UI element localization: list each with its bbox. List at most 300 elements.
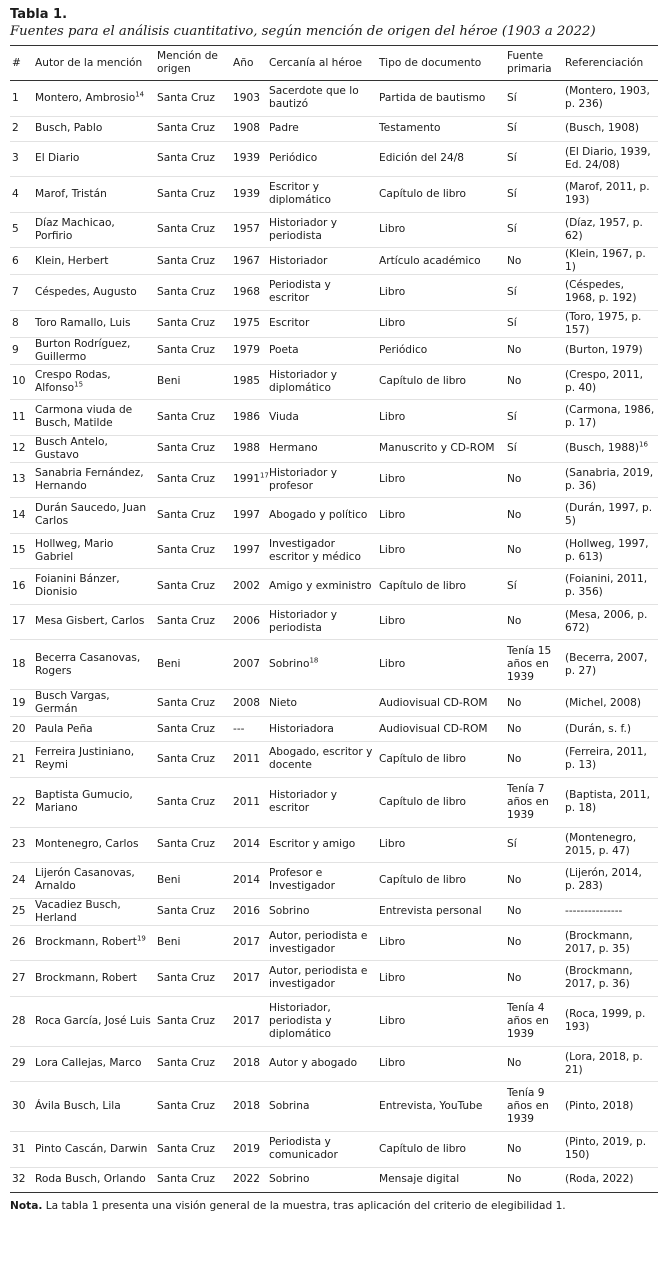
cell-anio-text: 2014 xyxy=(233,873,260,886)
cell-autor-text: Crespo Rodas, Alfonso xyxy=(35,368,111,394)
cell-cercania xyxy=(266,863,376,899)
cell-origen-text: Santa Cruz xyxy=(157,187,215,200)
cell-autor-text: Paula Peña xyxy=(35,722,93,735)
cell-cercania-text: Sacerdote que lo bautizó xyxy=(269,85,359,111)
cell-fuente-text: Tenía 7 años en 1939 xyxy=(507,782,549,821)
cell-fuente xyxy=(504,212,562,248)
cell-num-text: 26 xyxy=(12,936,26,949)
cell-cercania-text: Autor y abogado xyxy=(269,1057,358,1070)
cell-tipo-text: Mensaje digital xyxy=(379,1173,460,1185)
cell-autor-text: Montenegro, Carlos xyxy=(35,838,139,851)
table-row xyxy=(10,533,658,569)
cell-ref xyxy=(562,337,658,364)
header-tipo: Tipo de documento xyxy=(379,56,482,69)
cell-tipo xyxy=(376,275,504,311)
cell-ref xyxy=(562,961,658,997)
footnote-marker: 15 xyxy=(74,380,84,389)
cell-ref xyxy=(562,1132,658,1168)
cell-tipo-text: Libro xyxy=(379,317,406,329)
cell-autor-text: Klein, Herbert xyxy=(35,254,109,267)
cell-tipo xyxy=(376,498,504,534)
cell-autor xyxy=(32,462,154,498)
cell-fuente xyxy=(504,310,562,337)
cell-fuente xyxy=(504,1046,562,1082)
cell-anio-text: 1908 xyxy=(233,122,260,134)
table-row xyxy=(10,1046,658,1082)
cell-num xyxy=(10,141,32,177)
table-row xyxy=(10,569,658,605)
cell-anio xyxy=(230,435,266,462)
cell-cercania-text: Sobrina xyxy=(269,1100,310,1112)
cell-cercania xyxy=(266,275,376,311)
table-note xyxy=(10,1199,658,1213)
cell-fuente xyxy=(504,81,562,117)
cell-fuente-text: No xyxy=(507,473,522,486)
cell-anio-text: 2011 xyxy=(233,795,260,808)
cell-autor-text: Lijerón Casanovas, Arnaldo xyxy=(35,867,135,893)
cell-autor xyxy=(32,996,154,1046)
cell-origen-text: Santa Cruz xyxy=(157,1057,215,1070)
cell-tipo-text: Testamento xyxy=(379,122,441,134)
cell-anio xyxy=(230,690,266,717)
table-row xyxy=(10,925,658,961)
cell-autor xyxy=(32,310,154,337)
cell-ref-text: (Céspedes, 1968, p. 192) xyxy=(565,279,637,305)
cell-anio-text: 2008 xyxy=(233,696,260,709)
cell-autor-text: Ferreira Justiniano, Reymi xyxy=(35,746,135,772)
cell-anio xyxy=(230,569,266,605)
table-body xyxy=(10,81,658,1193)
table-title: Fuentes para el análisis cuantitativo, según mención de origen del héroe (1903 a 2022) xyxy=(10,24,596,39)
cell-tipo xyxy=(376,462,504,498)
cell-cercania xyxy=(266,827,376,863)
cell-fuente xyxy=(504,569,562,605)
cell-anio-text: 1975 xyxy=(233,317,260,329)
cell-anio xyxy=(230,1132,266,1168)
cell-ref xyxy=(562,717,658,742)
cell-origen xyxy=(154,640,230,690)
cell-ref-text: (Lora, 2018, p. 21) xyxy=(565,1050,643,1076)
cell-cercania-text: Historiador y profesor xyxy=(269,466,338,492)
cell-ref xyxy=(562,898,658,925)
cell-tipo-text: Libro xyxy=(379,971,406,984)
cell-cercania-text: Historiadora xyxy=(269,722,334,735)
cell-fuente xyxy=(504,604,562,640)
header-ref: Referenciación xyxy=(565,56,644,69)
cell-ref xyxy=(562,364,658,400)
cell-autor xyxy=(32,717,154,742)
cell-cercania-text: Escritor y amigo xyxy=(269,838,356,851)
cell-autor xyxy=(32,1082,154,1132)
cell-tipo xyxy=(376,400,504,436)
cell-anio-text: 1988 xyxy=(233,442,260,454)
cell-num-text: 14 xyxy=(12,508,26,521)
cell-anio-text: 2016 xyxy=(233,905,260,917)
table-row xyxy=(10,177,658,213)
cell-autor xyxy=(32,533,154,569)
cell-autor xyxy=(32,690,154,717)
cell-autor xyxy=(32,116,154,141)
cell-cercania-text: Hermano xyxy=(269,442,318,454)
cell-fuente-text: No xyxy=(507,722,522,735)
cell-fuente xyxy=(504,337,562,364)
cell-anio xyxy=(230,337,266,364)
cell-num-text: 12 xyxy=(12,442,26,454)
cell-origen xyxy=(154,275,230,311)
cell-num xyxy=(10,116,32,141)
cell-fuente xyxy=(504,640,562,690)
cell-anio xyxy=(230,717,266,742)
cell-tipo-text: Libro xyxy=(379,473,406,486)
cell-anio xyxy=(230,827,266,863)
cell-fuente xyxy=(504,1082,562,1132)
cell-autor xyxy=(32,141,154,177)
cell-ref-text: (Klein, 1967, p. 1) xyxy=(565,248,646,273)
sources-table xyxy=(10,45,658,1193)
cell-tipo-text: Capítulo de libro xyxy=(379,873,467,886)
cell-anio-text: 2007 xyxy=(233,658,260,670)
cell-autor xyxy=(32,337,154,364)
cell-cercania xyxy=(266,569,376,605)
cell-autor-text: Hollweg, Mario Gabriel xyxy=(35,537,114,563)
cell-num-text: 23 xyxy=(12,838,26,851)
cell-num xyxy=(10,961,32,997)
cell-ref xyxy=(562,275,658,311)
cell-ref-text: (Toro, 1975, p. 157) xyxy=(565,310,642,336)
cell-fuente-text: Sí xyxy=(507,187,517,200)
cell-tipo-text: Capítulo de libro xyxy=(379,187,467,200)
cell-anio xyxy=(230,364,266,400)
cell-anio xyxy=(230,248,266,275)
cell-cercania-text: Autor, periodista e investigador xyxy=(269,929,368,955)
cell-tipo xyxy=(376,141,504,177)
cell-autor-text: El Diario xyxy=(35,152,80,165)
cell-origen-text: Santa Cruz xyxy=(157,615,215,628)
table-row xyxy=(10,777,658,827)
cell-anio-text: 2017 xyxy=(233,1014,260,1027)
table-row xyxy=(10,640,658,690)
table-row xyxy=(10,1167,658,1192)
cell-autor xyxy=(32,1132,154,1168)
cell-fuente xyxy=(504,116,562,141)
cell-cercania xyxy=(266,1132,376,1168)
cell-tipo-text: Libro xyxy=(379,544,406,557)
cell-fuente-text: No xyxy=(507,873,522,886)
cell-ref xyxy=(562,310,658,337)
cell-tipo xyxy=(376,827,504,863)
cell-cercania xyxy=(266,177,376,213)
header-origen: Mención de origen xyxy=(157,50,218,75)
cell-origen xyxy=(154,141,230,177)
cell-ref-text: (Montero, 1903, p. 236) xyxy=(565,85,650,111)
cell-fuente-text: No xyxy=(507,344,522,356)
cell-anio-text: 2011 xyxy=(233,752,260,765)
cell-cercania xyxy=(266,690,376,717)
cell-ref xyxy=(562,533,658,569)
cell-tipo xyxy=(376,640,504,690)
cell-tipo-text: Capítulo de libro xyxy=(379,1142,467,1155)
cell-num xyxy=(10,996,32,1046)
footnote-marker: 14 xyxy=(135,90,145,99)
cell-num-text: 27 xyxy=(12,971,26,984)
cell-origen xyxy=(154,498,230,534)
cell-num-text: 18 xyxy=(12,658,26,670)
cell-ref xyxy=(562,400,658,436)
cell-fuente xyxy=(504,925,562,961)
cell-ref-text: (Burton, 1979) xyxy=(565,344,643,356)
cell-ref-text: (Brockmann, 2017, p. 35) xyxy=(565,929,633,955)
cell-origen xyxy=(154,435,230,462)
table-row xyxy=(10,212,658,248)
cell-autor-text: Brockmann, Robert xyxy=(35,971,137,984)
cell-cercania-text: Periódico xyxy=(269,152,318,165)
cell-anio xyxy=(230,742,266,778)
cell-cercania-text: Escritor xyxy=(269,317,310,329)
cell-anio xyxy=(230,498,266,534)
cell-cercania xyxy=(266,898,376,925)
cell-ref-text: (Hollweg, 1997, p. 613) xyxy=(565,537,649,563)
cell-cercania xyxy=(266,1082,376,1132)
cell-fuente xyxy=(504,717,562,742)
cell-anio xyxy=(230,1167,266,1192)
cell-cercania-text: Profesor e Investigador xyxy=(269,867,336,893)
cell-ref-text: (Sanabria, 2019, p. 36) xyxy=(565,466,654,492)
cell-ref xyxy=(562,141,658,177)
cell-num-text: 10 xyxy=(12,375,26,388)
cell-cercania xyxy=(266,400,376,436)
cell-tipo-text: Entrevista, YouTube xyxy=(379,1100,483,1112)
cell-fuente xyxy=(504,863,562,899)
cell-fuente-text: Sí xyxy=(507,838,517,851)
cell-tipo xyxy=(376,81,504,117)
cell-autor-text: Brockmann, Robert xyxy=(35,936,137,949)
cell-anio-text: 2022 xyxy=(233,1173,260,1185)
cell-autor xyxy=(32,1167,154,1192)
cell-origen-text: Santa Cruz xyxy=(157,152,215,165)
cell-tipo xyxy=(376,1046,504,1082)
cell-origen xyxy=(154,533,230,569)
cell-num xyxy=(10,569,32,605)
cell-ref-text: (Carmona, 1986, p. 17) xyxy=(565,404,655,430)
cell-num xyxy=(10,925,32,961)
cell-ref-text: --------------- xyxy=(565,905,623,917)
cell-fuente-text: Tenía 9 años en 1939 xyxy=(507,1087,549,1125)
cell-num-text: 2 xyxy=(12,122,19,134)
cell-ref xyxy=(562,742,658,778)
cell-ref xyxy=(562,116,658,141)
cell-origen xyxy=(154,81,230,117)
cell-tipo-text: Partida de bautismo xyxy=(379,91,486,104)
cell-fuente-text: No xyxy=(507,752,522,765)
cell-ref-text: (Roca, 1999, p. 193) xyxy=(565,1008,646,1033)
cell-cercania-text: Periodista y comunicador xyxy=(269,1136,338,1162)
cell-ref xyxy=(562,925,658,961)
cell-cercania-text: Nieto xyxy=(269,696,298,709)
cell-num xyxy=(10,310,32,337)
cell-ref-text: (Díaz, 1957, p. 62) xyxy=(565,216,643,242)
cell-origen-text: Santa Cruz xyxy=(157,508,215,521)
cell-num xyxy=(10,777,32,827)
cell-origen xyxy=(154,898,230,925)
cell-cercania-text: Sobrino xyxy=(269,905,310,917)
cell-origen-text: Santa Cruz xyxy=(157,544,215,557)
cell-origen-text: Santa Cruz xyxy=(157,91,215,104)
cell-fuente-text: No xyxy=(507,971,522,984)
cell-num xyxy=(10,827,32,863)
cell-tipo-text: Libro xyxy=(379,1014,406,1027)
cell-tipo xyxy=(376,1132,504,1168)
cell-num xyxy=(10,81,32,117)
cell-anio-text: 2017 xyxy=(233,971,260,984)
cell-origen xyxy=(154,1082,230,1132)
cell-origen xyxy=(154,177,230,213)
cell-num-text: 13 xyxy=(12,473,26,486)
cell-fuente-text: Sí xyxy=(507,152,517,165)
cell-fuente-text: No xyxy=(507,544,522,557)
cell-anio xyxy=(230,533,266,569)
cell-num xyxy=(10,1167,32,1192)
cell-tipo xyxy=(376,212,504,248)
cell-fuente xyxy=(504,533,562,569)
cell-cercania xyxy=(266,248,376,275)
cell-anio xyxy=(230,777,266,827)
cell-fuente-text: Sí xyxy=(507,579,517,592)
cell-origen xyxy=(154,1046,230,1082)
cell-num-text: 3 xyxy=(12,152,19,165)
note-label: Nota. xyxy=(10,1199,43,1212)
cell-cercania xyxy=(266,498,376,534)
cell-tipo-text: Capítulo de libro xyxy=(379,795,467,808)
cell-tipo xyxy=(376,364,504,400)
cell-origen-text: Santa Cruz xyxy=(157,122,215,134)
cell-origen-text: Santa Cruz xyxy=(157,905,215,917)
cell-cercania xyxy=(266,81,376,117)
cell-ref-text: (Marof, 2011, p. 193) xyxy=(565,181,650,207)
cell-ref xyxy=(562,569,658,605)
cell-cercania xyxy=(266,717,376,742)
cell-tipo xyxy=(376,961,504,997)
cell-anio-text: 1939 xyxy=(233,152,260,165)
cell-origen-text: Santa Cruz xyxy=(157,795,215,808)
cell-autor-text: Pinto Cascán, Darwin xyxy=(35,1142,148,1155)
cell-num xyxy=(10,1132,32,1168)
cell-num-text: 22 xyxy=(12,795,26,808)
cell-origen-text: Santa Cruz xyxy=(157,971,215,984)
cell-num xyxy=(10,533,32,569)
cell-anio-text: 2019 xyxy=(233,1142,260,1155)
header-anio: Año xyxy=(233,56,254,69)
cell-anio xyxy=(230,116,266,141)
cell-tipo xyxy=(376,690,504,717)
cell-anio-text: 1997 xyxy=(233,508,260,521)
cell-fuente-text: Sí xyxy=(507,91,517,104)
table-row xyxy=(10,248,658,275)
cell-fuente xyxy=(504,898,562,925)
cell-cercania-text: Abogado y político xyxy=(269,508,368,521)
cell-ref-text: (Becerra, 2007, p. 27) xyxy=(565,651,648,677)
cell-anio xyxy=(230,898,266,925)
cell-origen-text: Santa Cruz xyxy=(157,722,215,735)
cell-origen-text: Santa Cruz xyxy=(157,410,215,423)
cell-origen-text: Santa Cruz xyxy=(157,696,215,709)
cell-ref-text: (Pinto, 2018) xyxy=(565,1100,634,1112)
cell-origen xyxy=(154,690,230,717)
cell-fuente-text: No xyxy=(507,375,522,388)
cell-num xyxy=(10,435,32,462)
cell-num xyxy=(10,604,32,640)
cell-tipo xyxy=(376,898,504,925)
cell-fuente xyxy=(504,275,562,311)
cell-origen-text: Santa Cruz xyxy=(157,1173,215,1185)
cell-cercania-text: Sobrino xyxy=(269,658,310,670)
table-row xyxy=(10,141,658,177)
cell-origen xyxy=(154,569,230,605)
cell-cercania-text: Periodista y escritor xyxy=(269,279,331,305)
cell-fuente xyxy=(504,961,562,997)
cell-origen-text: Beni xyxy=(157,375,181,388)
cell-origen-text: Santa Cruz xyxy=(157,223,215,236)
cell-anio-text: 1986 xyxy=(233,410,260,423)
cell-num xyxy=(10,717,32,742)
cell-tipo-text: Libro xyxy=(379,410,406,423)
table-row xyxy=(10,310,658,337)
cell-origen xyxy=(154,863,230,899)
cell-tipo-text: Capítulo de libro xyxy=(379,579,467,592)
cell-tipo-text: Libro xyxy=(379,223,406,236)
cell-anio-text: 1939 xyxy=(233,187,260,200)
cell-fuente xyxy=(504,690,562,717)
cell-anio-text: 1968 xyxy=(233,285,260,298)
cell-fuente-text: Sí xyxy=(507,442,517,454)
cell-autor-text: Burton Rodríguez, Guillermo xyxy=(35,337,131,363)
cell-origen-text: Beni xyxy=(157,658,181,670)
cell-autor-text: Díaz Machicao, Porfirio xyxy=(35,216,115,242)
cell-fuente-text: Sí xyxy=(507,285,517,298)
cell-cercania-text: Autor, periodista e investigador xyxy=(269,965,368,991)
cell-tipo xyxy=(376,1082,504,1132)
cell-autor xyxy=(32,742,154,778)
cell-ref xyxy=(562,177,658,213)
cell-origen xyxy=(154,996,230,1046)
cell-cercania xyxy=(266,1046,376,1082)
cell-num xyxy=(10,742,32,778)
cell-anio xyxy=(230,604,266,640)
cell-cercania-text: Poeta xyxy=(269,344,299,356)
cell-fuente xyxy=(504,364,562,400)
cell-fuente-text: No xyxy=(507,615,522,628)
cell-num-text: 17 xyxy=(12,615,26,628)
cell-anio xyxy=(230,310,266,337)
cell-tipo xyxy=(376,777,504,827)
cell-num-text: 28 xyxy=(12,1014,26,1027)
cell-autor xyxy=(32,640,154,690)
footnote-marker: 18 xyxy=(309,656,319,665)
cell-num-text: 19 xyxy=(12,696,26,709)
cell-tipo-text: Periódico xyxy=(379,344,428,356)
cell-tipo xyxy=(376,337,504,364)
footnote-marker: 19 xyxy=(136,934,146,943)
cell-tipo xyxy=(376,310,504,337)
cell-anio-text: 2018 xyxy=(233,1100,260,1112)
cell-num xyxy=(10,690,32,717)
cell-anio xyxy=(230,81,266,117)
cell-cercania xyxy=(266,996,376,1046)
cell-origen xyxy=(154,364,230,400)
cell-num-text: 25 xyxy=(12,905,26,917)
footnote-marker: 16 xyxy=(639,440,648,449)
cell-ref-text: (Baptista, 2011, p. 18) xyxy=(565,789,650,814)
cell-origen xyxy=(154,1132,230,1168)
